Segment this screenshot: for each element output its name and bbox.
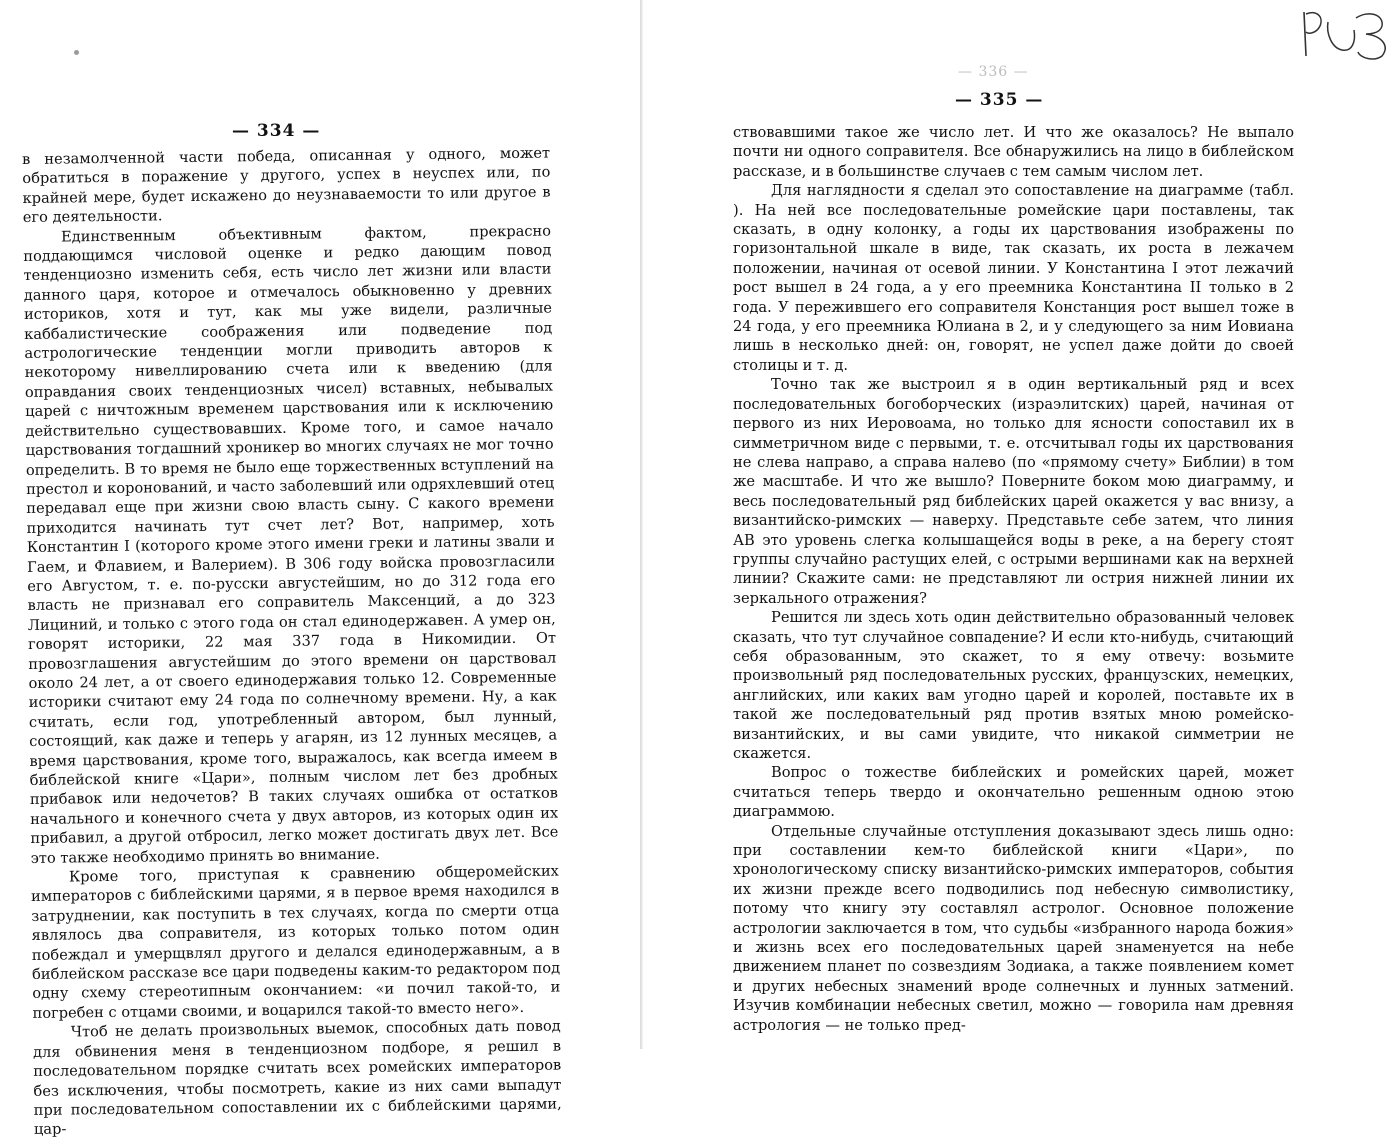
paragraph: в незамолченной части победа, описанная у одного, может обратиться в поражение у другого, успех в неуспех или, по крайней мере, будет искажено до неузнаваемости то или другое в его деятельности. — [22, 144, 551, 227]
page-text — [22, 144, 562, 1140]
paragraph: Для наглядности я сделал это сопоставление на диаграмме (табл. ). На ней все последовательные ромейские цари поставлены, так сказать, в одну колонку, а годы их царствования изображены по горизонтальной шкале в виде, так сказать, их роста в лежачем положении, начиная от осевой линии. У Константина I этот лежачий рост вышел в 24 года, а у его преемника Константина II только в 2 года. У пережившего его соправителя Констанция рост вышел тоже в 24 года, у его преемника Юлиана в 2, и у следующего за ним Иовиана лишь в несколько дней: он, говорят, не успел даже дойти до своей столицы и т. д. — [733, 182, 1294, 374]
paragraph: Решится ли здесь хоть один действительно образованный человек сказать, что тут случайное совпадение? И если кто-нибудь, считающий себя образованным, это скажет, то я ему отвечу: возьмите произвольный ряд последовательных русских, французских, немецких, английских, или каких вам угодно царей и королей, поставьте их в такой же последовательный ряд против взятых мною ромейско-византийских, и вы сами увидите, что никакой симметрии не скажется. — [733, 609, 1294, 762]
paragraph: Вопрос о тожестве библейских и ромейских царей, может считаться теперь твердо и окончательно решенным одною этою диаграммою. — [733, 764, 1294, 821]
bleed-through-page-number: — 336 — — [958, 64, 1029, 80]
left-page — [0, 0, 640, 1139]
page-number: — 335 — — [955, 90, 1044, 110]
page-number: — 334 — — [232, 121, 321, 141]
page-text — [733, 123, 1294, 1035]
paragraph: ствовавшими такое же число лет. И что же оказалось? Не выпало почти ни одного соправителя. Все обнаружились на лицо в библейском рассказе, и в большинстве случаев с тем самым числом лет. — [733, 124, 1294, 180]
right-page — [643, 0, 1396, 1049]
paragraph: Точно так же выстроил я в один вертикальный ряд и всех последовательных богоборческих (израэлитских) царей, начиная от первого из них Иеровоама, но только для ясности сопоставил их в симметричном виде с первыми, т. е. отсчитывал годы их царствования не слева направо, а справа налево (по «прямому счету» Библии) в том же масштабе. И что же вышло? Поверните боком мою диаграмму, и весь последовательный ряд библейских царей окажется у вас внизу, а византийско-римских — наверху. Представьте себе затем, что линия АВ это уровень слегка колышащейся воды в реке, а на берегу стоят группы случайно растущих елей, с острыми вершинами как на верхней линии? Скажите сами: не представляют ли острия нижней линии их зеркального отражения? — [733, 376, 1294, 607]
paragraph: Единственным объективным фактом, прекрасно поддающимся числовой оценке и редко дающим повод тенденциозно изменить себя, есть число лет жизни или власти данного царя, которое и отмечалось обыкновенно у древних историков, хотя и тут, как мы уже видели, различные каббалистические соображения или подведение под астрологические тенденции могли приводить авторов к некоторому нивеллированию счета или к введению (для оправдания своих тенденциозных чисел) вставных, небывалых царей с ничтожным временем царствования или к исключению действительно существовавших. Кроме того, и самое начало царствования тогдашний хроникер во многих случаях не мог точно определить. В то время не было еще торжественных вступлений на престол и коронований, и часто заболевший или одряхлевший отец передавал еще при жизни свою власть сыну. С какого времени приходится начинать тут счет лет? Вот, например, хоть Константин I (которого кроме этого имени греки и латины звали и Гаем, и Флавием, и Валерием). В 306 году войска провозгласили его Августом, т. е. по-русски августейшим, но до 312 года его власть не признавал его соправитель Максенций, а до 323 Лициний, и только с этого года он стал единодержавен. А умер он, говорят историки, 22 мая 337 года в Никомидии. От провозглашения августейшим до этого времени он царствовал около 24 лет, а от своего единодержавия только 12. Современные историки считают ему 24 года по солнечному времени. Ну, а как считать, если год, употребленный автором, был лунный, состоящий, как даже и теперь у агарян, из 12 лунных месяцев, а время царствования, кроме того, выражалось, как всегда имеем в библейской книге «Цари», полным числом лет без дробных прибавок или недочетов? В таких случаях ошибка от остатков начального и конечного счета у двух авторов, из которых один их прибавил, а другой отбросил, легко может достигать двух лет. Все это также необходимо принять во внимание. — [23, 222, 559, 867]
paragraph: Чтоб не делать произвольных выемок, способных дать повод для обвинения меня в тенденциозном подборе, я решил в последовательном порядке считать всех ромейских императоров без исключения, чтобы посмотреть, какие из них сами выпадут при последовательном сопоставлении их с библейскими царями, цар- — [32, 1017, 562, 1139]
handwritten-annotation — [1298, 4, 1394, 64]
paragraph: Отдельные случайные отступления доказывают здесь лишь одно: при составлении кем-то библейской книги «Цари», по хронологическому списку византийско-римских императоров, события их жизни прежде всего подводились под небесную символистику, потому что книгу эту составлял астролог. Основное положение астрологии заключается в том, что судьбы «избранного народа божия» и жизнь всех его последовательных царей знаменуется на небе движением планет по созвездиям Зодиака, а также появлением комет и других небесных знамений вроде солнечных и лунных затмений. Изучив комбинации небесных светил, можно — говорила нам древняя астрология — не только пред- — [733, 822, 1294, 1034]
paragraph: Кроме того, приступая к сравнению общеромейских императоров с библейскими царями, я в первое время находился в затруднении, как поступить в тех случаях, когда по смерти отца являлось два соправителя, из которых только потом один побеждал и умерщвлял другого и делался единодержавным, а в библейском рассказе все цари подведены каким-то редактором под одну схему стереотипным окончанием: «и почил такой-то, и погребен с отцами своими, и воцарился такой-то вместо него». — [31, 862, 561, 1022]
